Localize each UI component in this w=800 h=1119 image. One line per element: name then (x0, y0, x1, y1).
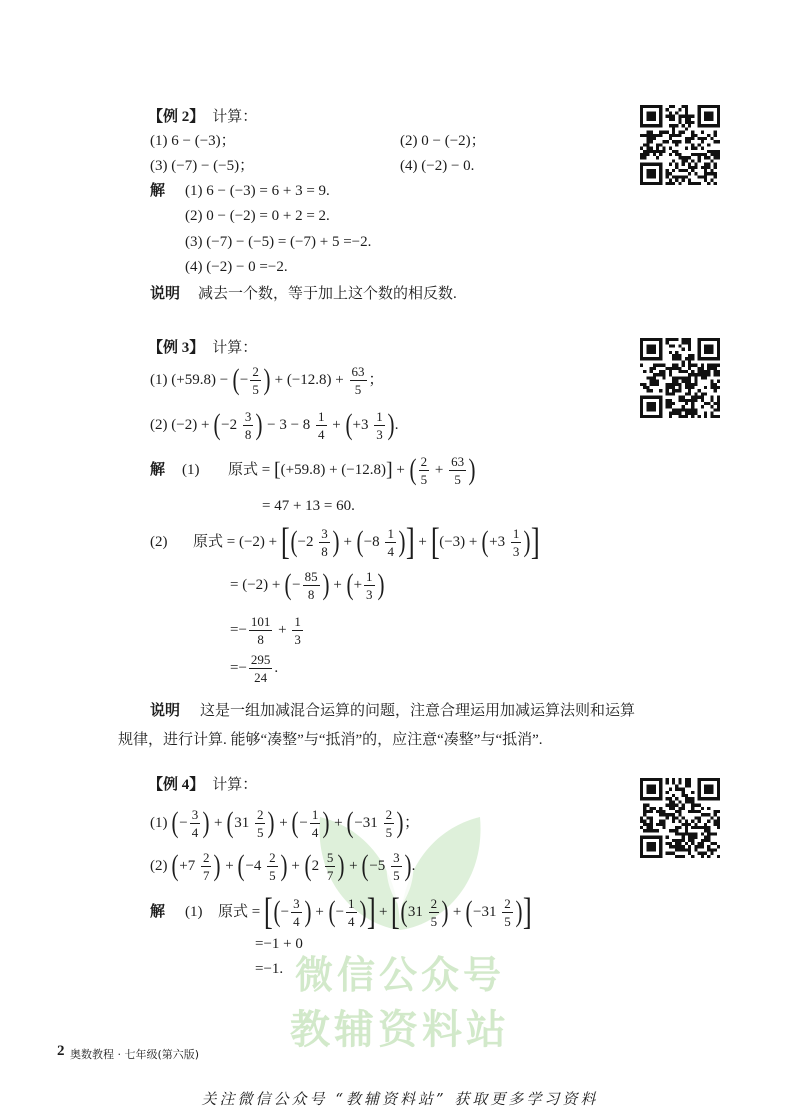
example-2-question-3: (3) (−7) − (−5)； (150, 158, 255, 174)
watermark-text-line2: 教辅资料站 (290, 1007, 510, 1053)
example-prompt: 计算： (212, 777, 258, 793)
math-text: + (375, 904, 392, 920)
fraction-denominator: 3 (366, 586, 373, 602)
math-text: −2 (221, 417, 241, 433)
math-text: (−3) + (439, 534, 482, 550)
fraction-numerator: 2 (420, 453, 428, 469)
fraction-numerator: 2 (202, 849, 210, 865)
watermark-text-line1: 微信公众号 (294, 953, 505, 997)
note-label: 说明 (150, 703, 181, 719)
math-text: 31 (234, 815, 253, 831)
fraction (364, 569, 375, 602)
fraction-numerator: 1 (366, 568, 373, 584)
large-parenthesis: ( (171, 806, 179, 839)
fraction-denominator: 5 (256, 824, 264, 840)
promo-banner: 关注微信公众号 “教辅资料站” 获取更多学习资料 (201, 1090, 599, 1108)
fraction (391, 850, 402, 883)
fraction-denominator: 5 (354, 381, 362, 397)
large-parenthesis: ) (213, 849, 221, 882)
fraction-numerator: 2 (385, 806, 393, 822)
math-text: + (414, 534, 431, 550)
fraction-denominator: 4 (318, 426, 325, 442)
example-2-heading (148, 106, 257, 128)
fraction-denominator: 5 (454, 471, 461, 487)
large-parenthesis: ( (346, 806, 354, 839)
large-parenthesis: ( (345, 408, 353, 441)
example-4-question-1 (150, 801, 419, 845)
math-text: + (210, 815, 227, 831)
fraction-denominator: 3 (512, 543, 520, 559)
math-text: − 3 − 8 (263, 417, 315, 433)
example-3-heading (148, 337, 257, 359)
qr-code (640, 338, 720, 418)
large-parenthesis: ( (356, 525, 364, 558)
fraction-denominator: 3 (294, 631, 301, 647)
fraction-numerator: 1 (387, 525, 394, 541)
qr-code (640, 105, 720, 185)
fraction-denominator: 3 (376, 426, 383, 442)
fraction (291, 896, 302, 929)
math-text: + (328, 417, 345, 433)
large-parenthesis: ) (441, 895, 449, 928)
large-bracket: [ (430, 521, 440, 563)
fraction-denominator: 7 (326, 867, 334, 883)
fraction (310, 807, 321, 840)
example-3-note-line-1: 这是一组加减混合运算的问题，注意合理运用加减运算法则和运算 (200, 703, 636, 719)
example-4-solution-1-step-1: =−1 + 0 (255, 936, 303, 952)
large-parenthesis: ) (263, 363, 271, 396)
large-parenthesis: ( (226, 806, 234, 839)
large-parenthesis: ) (304, 895, 312, 928)
example-4-solution-1 (218, 888, 531, 936)
large-bracket: ] (405, 521, 415, 563)
large-parenthesis: ( (284, 568, 292, 601)
large-parenthesis: ) (322, 806, 330, 839)
math-text: − (239, 372, 249, 388)
fraction-denominator: 8 (307, 586, 315, 602)
example-2-solution-4: (4) (−2) − 0 =−2. (185, 259, 288, 275)
fraction-numerator: 1 (294, 613, 301, 629)
medium-bracket: ] (386, 459, 393, 481)
large-parenthesis: ) (359, 895, 367, 928)
book-title: 奥数教程 · 七年级(第六版) (70, 1048, 200, 1061)
solution-label: 解 (150, 904, 166, 920)
solution-label: 解 (150, 183, 166, 199)
math-text: 原式 = (228, 462, 274, 478)
large-parenthesis: ( (213, 408, 221, 441)
fraction-numerator: 63 (351, 363, 365, 379)
math-text: (1) (+59.8) − (150, 372, 232, 388)
large-parenthesis: ) (322, 568, 330, 601)
fraction (250, 364, 261, 397)
example-3-question-1 (150, 358, 384, 402)
example-4-question-2 (150, 844, 415, 888)
example-2-question-2: (2) 0 − (−2)； (400, 133, 486, 149)
fraction-denominator: 5 (504, 913, 511, 929)
large-parenthesis: ( (237, 849, 245, 882)
fraction (449, 454, 466, 487)
large-parenthesis: ( (409, 453, 417, 486)
medium-bracket: [ (273, 459, 281, 481)
example-label: 【例 2】 (148, 109, 205, 125)
qr-code (640, 778, 720, 858)
math-text: 原式 = (−2) + (193, 534, 281, 550)
fraction-denominator: 5 (385, 824, 393, 840)
fraction (201, 850, 212, 883)
fraction (384, 807, 395, 840)
example-2-note: 减去一个数，等于加上这个数的相反数. (198, 286, 457, 302)
large-parenthesis: ( (400, 895, 408, 928)
large-parenthesis: ( (361, 849, 369, 882)
solution-number: (1) (185, 904, 203, 920)
fraction-numerator: 2 (256, 806, 264, 822)
example-3-solution-1-step: = 47 + 13 = 60. (262, 498, 355, 514)
fraction-numerator: 2 (430, 895, 438, 911)
large-bracket: ] (522, 891, 532, 933)
math-text: =− (230, 622, 247, 638)
math-text: − (299, 815, 308, 831)
fraction (374, 409, 385, 442)
math-text: −4 (245, 858, 266, 874)
solution-number: (2) (150, 534, 168, 550)
fraction-numerator: 5 (326, 849, 334, 865)
fraction-denominator: 4 (293, 913, 300, 929)
fraction (267, 850, 278, 883)
fraction-denominator: 24 (254, 669, 268, 685)
math-text: 2 (311, 858, 323, 874)
fraction (429, 896, 440, 929)
math-text: − (280, 904, 290, 920)
math-text: (2) (−2) + (150, 417, 214, 433)
example-3-solution-2-step-1 (230, 563, 385, 607)
example-2-solution-2: (2) 0 − (−2) = 0 + 2 = 2. (185, 208, 330, 224)
math-text: + (392, 462, 409, 478)
example-prompt: 计算： (212, 340, 258, 356)
math-text: +3 (489, 534, 509, 550)
fraction-denominator: 8 (321, 543, 328, 559)
large-parenthesis: ( (291, 806, 299, 839)
example-3-question-2 (150, 403, 398, 447)
fraction-denominator: 4 (387, 543, 394, 559)
large-parenthesis: ( (346, 568, 354, 601)
fraction (292, 614, 303, 647)
fraction (350, 364, 367, 397)
fraction (255, 807, 266, 840)
fraction-numerator: 3 (293, 895, 300, 911)
large-parenthesis: ) (377, 568, 385, 601)
large-parenthesis: ( (481, 525, 489, 558)
fraction-denominator: 5 (430, 913, 438, 929)
fraction-numerator: 1 (318, 408, 325, 424)
math-text: ； (404, 815, 420, 831)
math-text: . (274, 660, 279, 676)
large-parenthesis: ) (332, 525, 340, 558)
math-text: + (449, 904, 466, 920)
example-2-solution-3: (3) (−7) − (−5) = (−7) + 5 =−2. (185, 234, 372, 250)
fraction (243, 409, 254, 442)
fraction (319, 526, 330, 559)
math-text: + (329, 577, 346, 593)
math-text: − (292, 577, 301, 593)
large-parenthesis: ) (515, 895, 523, 928)
example-prompt: 计算： (212, 109, 258, 125)
math-text: =− (230, 660, 247, 676)
math-text: −8 (363, 534, 384, 550)
fraction-denominator: 8 (244, 426, 252, 442)
example-2-question-4: (4) (−2) − 0. (400, 158, 475, 174)
solution-label: 解 (150, 462, 166, 478)
example-3-solution-1 (228, 448, 476, 492)
large-parenthesis: ) (255, 408, 263, 441)
math-text: +7 (179, 858, 199, 874)
note-label: 说明 (150, 286, 181, 302)
large-parenthesis: ) (280, 849, 288, 882)
math-text: − (179, 815, 188, 831)
fraction-denominator: 5 (269, 867, 276, 883)
fraction-numerator: 1 (311, 806, 319, 822)
fraction-denominator: 5 (393, 867, 400, 883)
math-text: 31 (407, 904, 427, 920)
example-label: 【例 3】 (148, 340, 205, 356)
example-label: 【例 4】 (148, 777, 205, 793)
fraction-denominator: 4 (311, 824, 319, 840)
large-parenthesis: ( (232, 363, 240, 396)
large-parenthesis: ) (267, 806, 275, 839)
large-parenthesis: ( (171, 849, 179, 882)
large-parenthesis: ( (328, 895, 336, 928)
example-3-note-line-2: 规律，进行计算. 能够“凑整”与“抵消”的，应注意“凑整”与“抵消”. (118, 732, 543, 748)
math-text: −5 (369, 858, 390, 874)
math-text: 原式 = (218, 904, 264, 920)
fraction-numerator: 3 (191, 806, 199, 822)
example-3-solution-2-step-3 (230, 646, 278, 690)
fraction (511, 526, 522, 559)
example-2-question-1: (1) 6 − (−3)； (150, 133, 236, 149)
fraction-denominator: 4 (191, 824, 199, 840)
fraction-numerator: 3 (393, 849, 400, 865)
math-text: −31 (354, 815, 382, 831)
example-3-solution-2 (193, 518, 540, 566)
fraction-denominator: 7 (202, 867, 210, 883)
fraction-numerator: 85 (304, 568, 318, 584)
math-text: +3 (352, 417, 373, 433)
large-parenthesis: ( (304, 849, 312, 882)
large-bracket: [ (280, 521, 290, 563)
fraction-numerator: 1 (376, 408, 383, 424)
fraction-numerator: 63 (451, 453, 465, 469)
math-text: + (274, 622, 291, 638)
fraction (316, 409, 327, 442)
fraction (249, 652, 273, 685)
large-parenthesis: ) (404, 849, 412, 882)
fraction-denominator: 4 (348, 913, 355, 929)
large-bracket: ] (366, 891, 376, 933)
math-text: (2) (150, 858, 172, 874)
large-parenthesis: ) (387, 408, 395, 441)
large-parenthesis: ( (465, 895, 473, 928)
math-text: (1) (150, 815, 172, 831)
math-text: + (287, 858, 304, 874)
fraction-numerator: 2 (504, 895, 511, 911)
math-text: . (394, 417, 399, 433)
fraction-numerator: 2 (252, 363, 259, 379)
math-text: + (311, 904, 328, 920)
fraction (502, 896, 513, 929)
math-text: (+59.8) + (−12.8) (280, 462, 386, 478)
fraction-numerator: 2 (269, 849, 276, 865)
large-parenthesis: ) (396, 806, 404, 839)
fraction-numerator: 1 (512, 525, 520, 541)
math-text: ； (368, 372, 384, 388)
math-text: + (−12.8) + (270, 372, 348, 388)
fraction (249, 614, 273, 647)
solution-number: (1) (182, 462, 200, 478)
fraction (385, 526, 396, 559)
fraction (346, 896, 357, 929)
math-text: = (−2) + (230, 577, 285, 593)
example-4-heading (148, 774, 257, 796)
fraction-denominator: 8 (257, 631, 264, 647)
math-text: + (345, 858, 362, 874)
math-text: + (353, 577, 363, 593)
fraction-numerator: 1 (348, 895, 355, 911)
fraction-numerator: 101 (250, 613, 271, 629)
math-text: + (431, 462, 448, 478)
large-parenthesis: ( (273, 895, 281, 928)
large-bracket: [ (391, 891, 400, 933)
fraction-numerator: 3 (321, 525, 328, 541)
math-text: −31 (473, 904, 501, 920)
large-parenthesis: ) (337, 849, 345, 882)
example-4-solution-1-step-2: =−1. (255, 961, 284, 977)
fraction-denominator: 5 (252, 381, 259, 397)
fraction (419, 454, 430, 487)
large-parenthesis: ) (398, 525, 406, 558)
fraction-denominator: 5 (420, 471, 428, 487)
fraction (325, 850, 336, 883)
math-text: . (411, 858, 416, 874)
math-text: − (335, 904, 345, 920)
math-text: + (339, 534, 356, 550)
math-text: −2 (297, 534, 318, 550)
page-number: 2 (57, 1043, 65, 1059)
large-parenthesis: ) (468, 453, 476, 486)
fraction (190, 807, 201, 840)
large-bracket: [ (263, 891, 273, 933)
fraction-numerator: 295 (250, 651, 271, 667)
large-parenthesis: ) (523, 525, 531, 558)
example-2-solution-1: (1) 6 − (−3) = 6 + 3 = 9. (185, 183, 330, 199)
large-parenthesis: ) (202, 806, 210, 839)
math-text: + (275, 815, 292, 831)
math-text: + (221, 858, 238, 874)
math-text: + (330, 815, 347, 831)
large-parenthesis: ( (290, 525, 298, 558)
fraction (303, 569, 320, 602)
fraction-numerator: 3 (244, 408, 252, 424)
large-bracket: ] (531, 521, 541, 563)
